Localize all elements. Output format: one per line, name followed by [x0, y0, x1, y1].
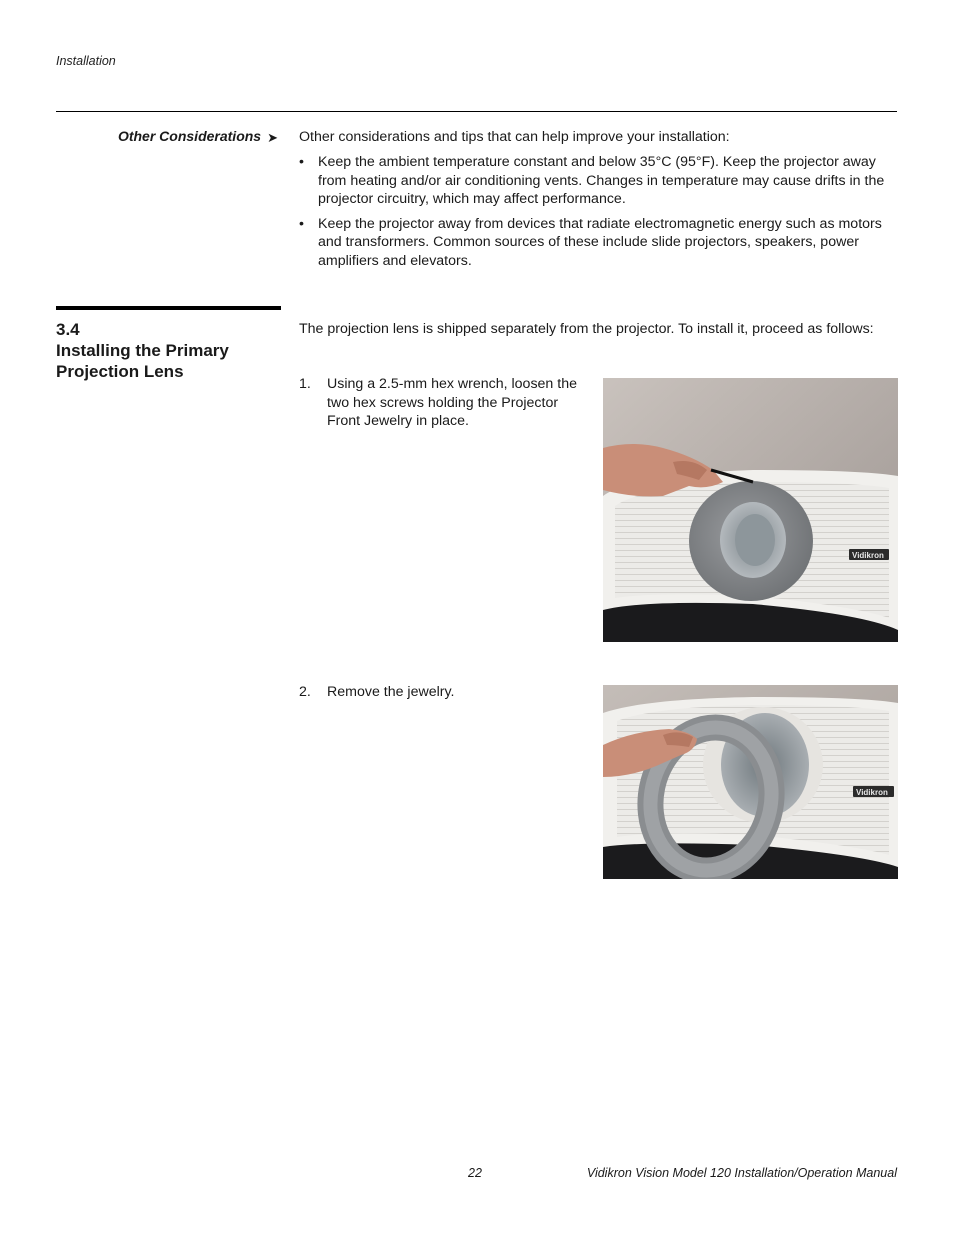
- section-heading: [56, 319, 286, 382]
- step-text: Remove the jewelry.: [327, 684, 455, 700]
- list-item-text: Keep the projector away from devices that radiate electromagnetic energy such as motors and transformers. Common sources of these include slide projectors, speakers, power amplifiers and elevators.: [318, 215, 882, 269]
- side-head-other-considerations: [56, 128, 278, 145]
- section-lead: The projection lens is shipped separately from the projector. To install it, proceed as follows:: [299, 321, 874, 337]
- section-number: 3.4: [56, 320, 80, 339]
- step-1: [299, 375, 589, 431]
- page-number: 22: [468, 1166, 482, 1180]
- step-number: 1.: [299, 376, 311, 392]
- considerations-list: [299, 153, 899, 277]
- side-head-label: Other Considerations: [117, 128, 262, 144]
- bullet-icon: •: [299, 154, 304, 170]
- photo-remove-jewelry: [603, 685, 898, 879]
- list-item-text: Keep the ambient temperature constant and below 35°C (95°F). Keep the projector away from heating and/or air conditioning vents. Changes in temperature may cause drifts in the projector circuitry, which may affect performance.: [318, 154, 885, 208]
- list-item: [299, 215, 899, 271]
- section-title-line1: Installing the Primary: [56, 341, 229, 360]
- arrow-icon: ➤: [267, 130, 278, 145]
- step-number: 2.: [299, 684, 311, 700]
- photo-loosen-screws: [603, 378, 898, 642]
- projector-logo: Vidikron: [852, 551, 884, 560]
- running-head: Installation: [56, 54, 116, 68]
- section-rule: [56, 306, 281, 310]
- header-rule: [56, 111, 897, 112]
- considerations-intro: Other considerations and tips that can help improve your installation:: [299, 129, 730, 145]
- bullet-icon: •: [299, 215, 304, 232]
- manual-title: Vidikron Vision Model 120 Installation/Operation Manual: [586, 1166, 897, 1180]
- list-item: [299, 153, 899, 209]
- step-2: [299, 683, 589, 702]
- section-title-line2: Projection Lens: [56, 362, 184, 381]
- projector-logo: Vidikron: [856, 788, 888, 797]
- step-text: Using a 2.5-mm hex wrench, loosen the two hex screws holding the Projector Front Jewelry in place.: [327, 376, 577, 430]
